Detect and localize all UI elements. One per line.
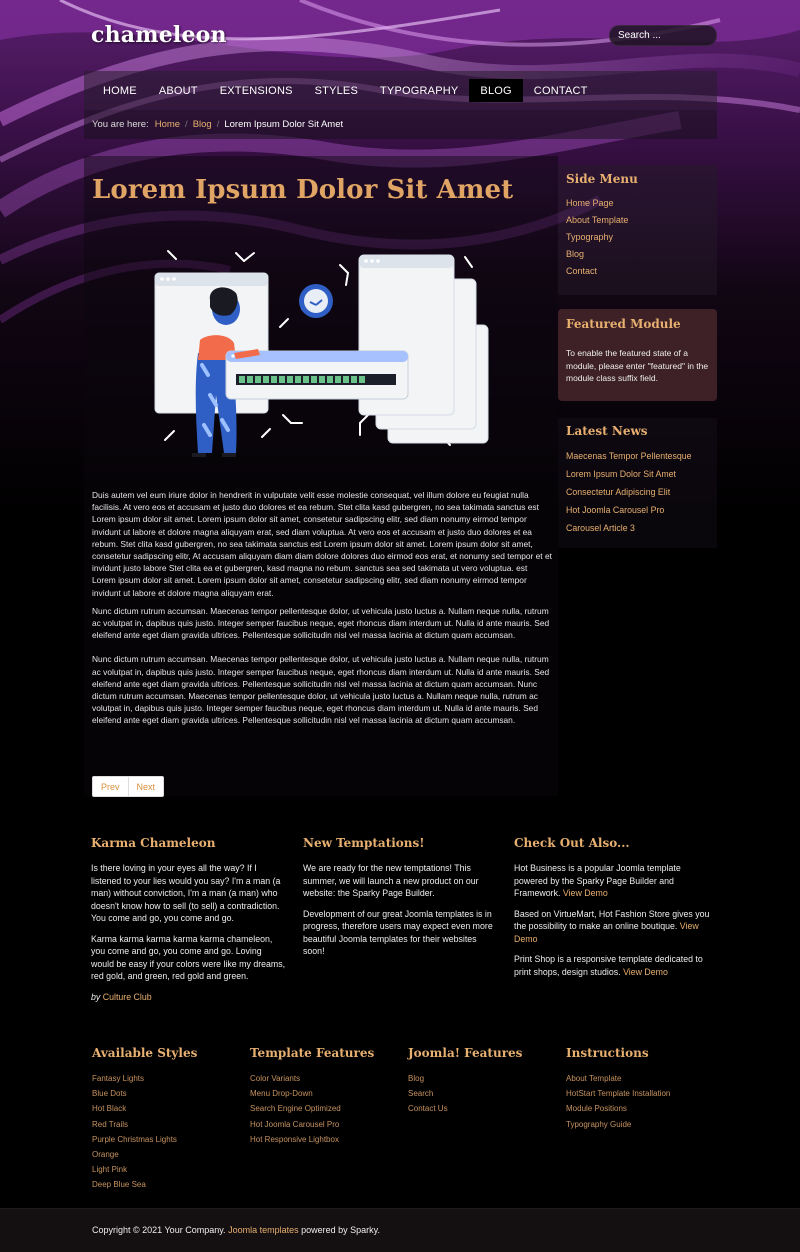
side-menu-title: Side Menu: [566, 172, 638, 186]
module-text: Development of our great Joomla templates is in progress, therefore users may expect even more beautiful Joomla templates for their websites soon!: [303, 908, 493, 956]
footer-link[interactable]: Typography Guide: [566, 1119, 632, 1129]
side-menu-item[interactable]: Contact: [566, 266, 598, 276]
footer-link[interactable]: Light Pink: [92, 1165, 128, 1175]
footer-link[interactable]: Orange: [92, 1149, 119, 1159]
check-out-also-module: [514, 836, 710, 986]
nav-item-home[interactable]: HOME: [103, 84, 137, 97]
article-paragraph: Nunc dictum rutrum accumsan. Maecenas tempor pellentesque dolor, ut vehicula justo luctus a. Nullam neque nulla, rutrum ac volutpat in, dapibus quis justo. Integer semper faucibus neque, eget rhoncus diam interdum ut. Nulla id ante mauris. Sed eleifend ante eget diam gravida ultrices. Pellentesque sollicitudin nisl vel massa lacinia at dictum quam accumsan. Nunc dictum rutrum accumsan. Maecenas tempor pellentesque dolor, ut vehicula justo luctus a. Nullam neque nulla, rutrum ac volutpat in, dapibus quis justo. Integer semper faucibus neque, eget rhoncus diam interdum ut. Nulla id ante mauris. Sed eleifend ante eget diam gravida ultrices. Pellentesque sollicitudin nisl vel massa lacinia at dictum quam accumsan.: [92, 654, 550, 726]
template-features-module: [250, 1046, 400, 1150]
footer-link[interactable]: Module Positions: [566, 1104, 627, 1114]
featured-module: [558, 309, 717, 401]
module-text-content: Based on VirtueMart, Hot Fashion Store gives you the possibility to make an online boutique.: [514, 908, 710, 931]
footer-link[interactable]: Hot Black: [92, 1104, 127, 1114]
search-input[interactable]: [618, 30, 714, 41]
nav-item-about[interactable]: ABOUT: [158, 84, 198, 97]
module-title: Check Out Also...: [514, 836, 630, 850]
article-body: [92, 489, 552, 733]
breadcrumb-blog-link[interactable]: Blog: [192, 119, 212, 130]
view-demo-link[interactable]: View Demo: [623, 966, 668, 977]
featured-module-title: Featured Module: [566, 317, 681, 331]
latest-news-title: Latest News: [566, 424, 648, 438]
joomla-features-module: [408, 1046, 558, 1120]
culture-club-link[interactable]: Culture Club: [102, 991, 152, 1002]
attribution-prefix: by: [91, 991, 101, 1002]
footer-link[interactable]: HotStart Template Installation: [566, 1089, 671, 1099]
breadcrumb-home-link[interactable]: Home: [154, 119, 181, 130]
site-logo[interactable]: chameleon: [91, 22, 227, 48]
main-nav: [84, 71, 717, 110]
news-item[interactable]: Carousel Article 3: [566, 523, 635, 533]
article-title: Lorem Ipsum Dolor Sit Amet: [92, 175, 514, 205]
featured-module-text: To enable the featured state of a module, please enter "featured" in the module class suffix field.: [566, 348, 709, 383]
footer-link[interactable]: About Template: [566, 1074, 622, 1083]
joomla-templates-link[interactable]: Joomla templates: [228, 1225, 299, 1235]
nav-item-styles[interactable]: STYLES: [314, 84, 359, 97]
copyright-suffix: powered by Sparky.: [301, 1225, 380, 1235]
news-item[interactable]: Consectetur Adipiscing Elit: [566, 487, 671, 497]
search-box[interactable]: [609, 25, 717, 46]
footer-link[interactable]: Color Variants: [250, 1074, 301, 1083]
footer-link[interactable]: Search: [408, 1089, 434, 1099]
breadcrumb-label: You are here:: [92, 119, 149, 130]
module-text: [514, 908, 710, 946]
breadcrumb-current: Lorem Ipsum Dolor Sit Amet: [224, 119, 344, 130]
side-menu-module: [558, 165, 717, 295]
available-styles-module: [92, 1046, 242, 1196]
side-menu-item[interactable]: Home Page: [566, 198, 614, 208]
view-demo-link[interactable]: View Demo: [562, 888, 608, 898]
nav-item-typography[interactable]: TYPOGRAPHY: [380, 84, 459, 97]
article-illustration: [150, 245, 495, 465]
copyright-prefix: Copyright © 2021 Your Company.: [92, 1225, 226, 1235]
side-menu-item[interactable]: Typography: [566, 232, 614, 242]
module-title: Joomla! Features: [408, 1046, 523, 1060]
module-text: Karma karma karma karma karma chameleon, you come and go, you come and go. Loving would be easy if your colors were like my dreams, red gold, and green, red gold and green.: [91, 933, 286, 981]
module-title: Instructions: [566, 1046, 649, 1060]
article-paragraph: Nunc dictum rutrum accumsan. Maecenas tempor pellentesque dolor, ut vehicula justo luctus a. Nullam neque nulla, rutrum ac volutpat in, dapibus quis justo. Integer semper faucibus neque, eget rhoncus diam interdum ut. Nulla id ante mauris. Sed eleifend ante eget diam gravida ultrices. Pellentesque sollicitudin nisl vel massa lacinia at dictum quam accumsan.: [92, 605, 550, 641]
module-title: Template Features: [250, 1046, 375, 1060]
footer-link[interactable]: Hot Joomla Carousel Pro: [250, 1119, 340, 1129]
footer-link[interactable]: Fantasy Lights: [92, 1074, 145, 1083]
module-text-content: Hot Business is a popular Joomla template powered by the Sparky Page Builder and Framework.: [514, 863, 681, 898]
module-title: Available Styles: [92, 1046, 198, 1060]
prev-button[interactable]: Prev: [101, 781, 120, 792]
footer-link[interactable]: Menu Drop-Down: [250, 1089, 313, 1099]
instructions-module: [566, 1046, 716, 1135]
nav-item-blog[interactable]: BLOG: [469, 79, 522, 102]
nav-item-contact[interactable]: CONTACT: [533, 84, 588, 97]
latest-news-module: [558, 418, 717, 548]
footer-link[interactable]: Purple Christmas Lights: [92, 1134, 177, 1144]
breadcrumb-separator: /: [216, 119, 220, 130]
copyright: [92, 1225, 380, 1235]
article-pager: [92, 776, 164, 797]
footer-link[interactable]: Blue Dots: [92, 1089, 127, 1099]
view-demo-link[interactable]: View Demo: [514, 921, 699, 944]
news-item[interactable]: Lorem Ipsum Dolor Sit Amet: [566, 469, 676, 479]
footer-link[interactable]: Contact Us: [408, 1104, 448, 1114]
karma-chameleon-module: [91, 836, 287, 1011]
footer-link[interactable]: Search Engine Optimized: [250, 1104, 341, 1114]
nav-item-extensions[interactable]: EXTENSIONS: [219, 84, 293, 97]
breadcrumb-separator: /: [185, 119, 188, 130]
side-menu-item[interactable]: About Template: [566, 215, 629, 225]
footer-link[interactable]: Hot Responsive Lightbox: [250, 1134, 339, 1144]
footer-link[interactable]: Red Trails: [92, 1119, 129, 1129]
module-text: Is there loving in your eyes all the way? If I listened to your lies would you say? I'm a man (a man) without conviction, I'm a man (a man) who doesn't know how to sell (to sell) a contradiction. You come and go, you come and go.: [91, 863, 281, 923]
breadcrumb: [84, 110, 717, 139]
footer-link[interactable]: Blog: [408, 1074, 425, 1083]
news-item[interactable]: Maecenas Tempor Pellentesque: [566, 451, 692, 461]
news-item[interactable]: Hot Joomla Carousel Pro: [566, 505, 665, 515]
next-button[interactable]: Next: [128, 777, 164, 796]
module-title: Karma Chameleon: [91, 836, 216, 850]
article-paragraph: Duis autem vel eum iriure dolor in hendrerit in vulputate velit esse molestie consequat, vel illum dolore eu feugiat nulla facilisis. At vero eos et accusam et justo duo dolores et ea rebum. Stet clita kasd gubergren, no sea takimata sanctus est Lorem ipsum dolor sit amet. Lorem ipsum dolor sit amet, consetetur sadipscing elitr, sed diam nonumy eirmod tempor invidunt ut labore et dolore magna aliquyam erat, sed diam voluptua. At vero eos et accusam et justo duo dolores et ea rebum. Stet clita kasd gubergren, no sea takimata sanctus est Lorem ipsum dolor sit amet. Lorem ipsum dolor sit amet, consetetur sadipscing elitr, At accusam aliquyam diam diam dolore dolores duo eirmod eos erat, et nonumy sed tempor et et invidunt justo labore Stet clita ea et gubergren, kasd magna no rebum. sanctus sea sed takimata ut vero voluptua. est Lorem ipsum dolor sit amet. Lorem ipsum dolor sit amet, consetetur sadipscing elitr, sed diam nonumy eirmod tempor invidunt ut labore et dolore magna aliquyam erat.: [92, 490, 552, 598]
side-menu-item[interactable]: Blog: [566, 249, 585, 259]
footer-link[interactable]: Deep Blue Sea: [92, 1180, 146, 1190]
attribution: [91, 991, 287, 1004]
module-text: We are ready for the new temptations! This summer, we will launch a new product on our website: the Sparky Page Builder.: [303, 863, 479, 898]
module-text: [514, 862, 710, 900]
module-title: New Temptations!: [303, 836, 425, 850]
new-temptations-module: [303, 836, 499, 966]
module-text-content: Print Shop is a responsive template dedicated to print shops, design studios.: [514, 954, 703, 977]
module-text: [514, 953, 710, 978]
